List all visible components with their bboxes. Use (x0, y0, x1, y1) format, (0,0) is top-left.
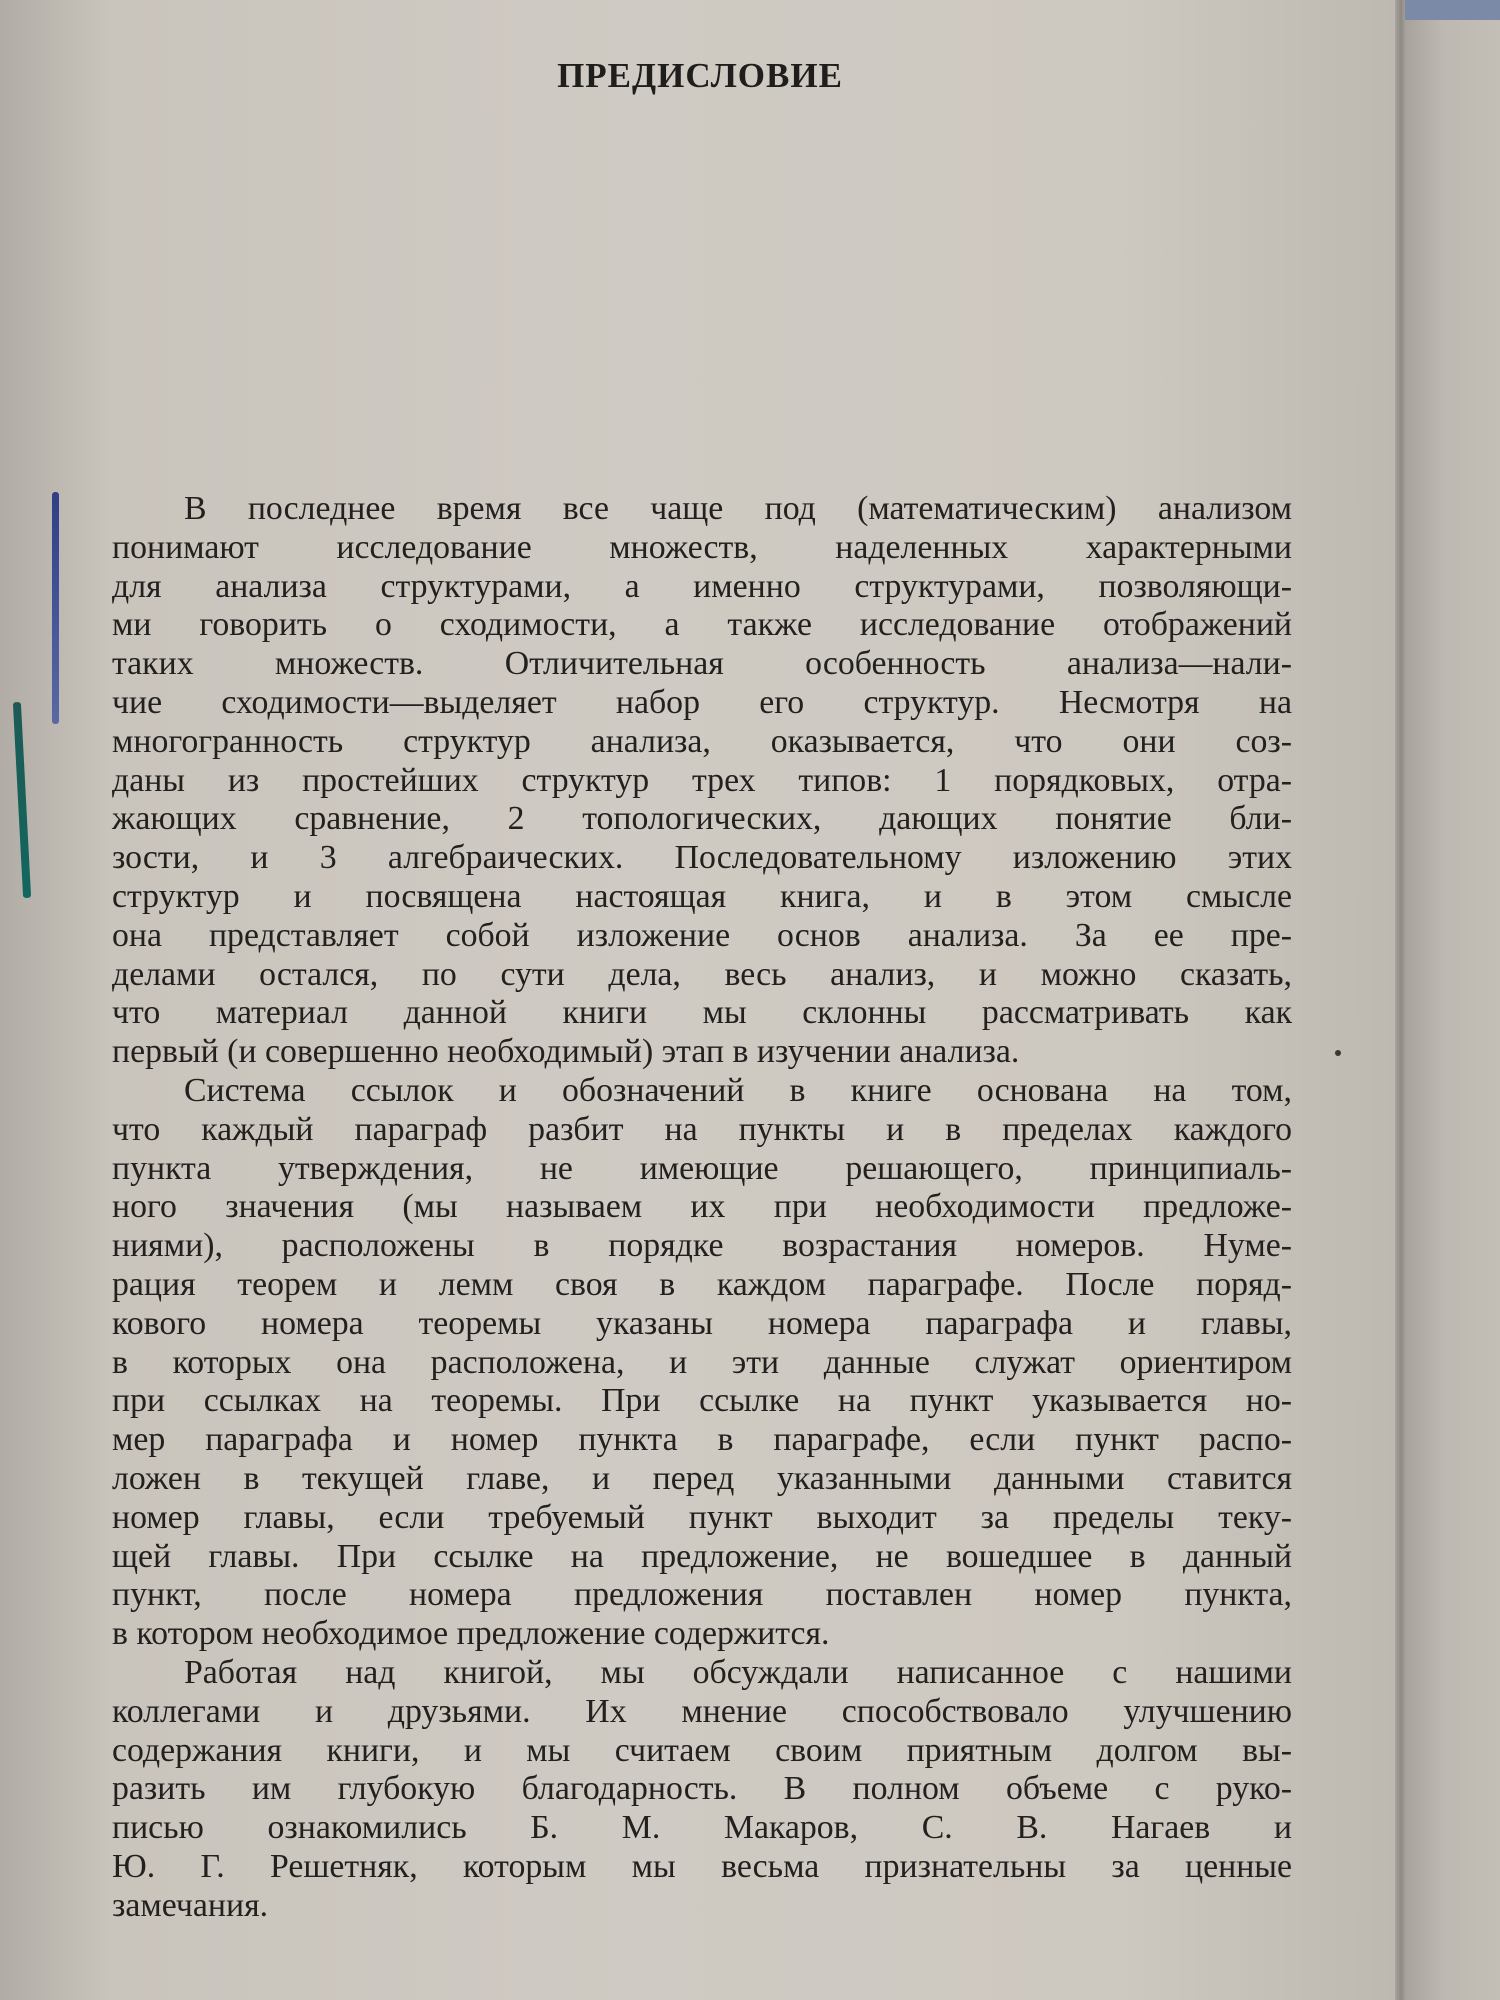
text-line: даны из простейших структур трех типов: 1 порядковых, отра- (112, 761, 1292, 799)
text-line: что материал данной книги мы склонны рассматривать как (112, 994, 1292, 1032)
text-line: разить им глубокую благодарность. В полном объеме с руко- (112, 1770, 1292, 1808)
text-line: ного значения (мы называем их при необходимости предложе- (112, 1188, 1292, 1226)
text-line: при ссылках на теоремы. При ссылке на пункт указывается но- (112, 1382, 1292, 1420)
adjacent-page-edge (1405, 0, 1500, 2000)
text-line: многогранность структур анализа, оказывается, что они соз- (112, 722, 1292, 760)
text-line: кового номера теоремы указаны номера параграфа и главы, (112, 1304, 1292, 1342)
text-line: понимают исследование множеств, наделенных характерными (112, 528, 1292, 566)
text-line: пункт, после номера предложения поставлен номер пункта, (112, 1576, 1292, 1614)
background-fabric (1405, 0, 1500, 20)
text-line: структур и посвящена настоящая книга, и в этом смысле (112, 877, 1292, 915)
text-line: делами остался, по сути дела, весь анализ, и можно сказать, (112, 955, 1292, 993)
text-line: коллегами и друзьями. Их мнение способствовало улучшению (112, 1692, 1292, 1730)
text-line: зости, и 3 алгебраических. Последовательному изложению этих (112, 839, 1292, 877)
blue-pen-margin-mark (52, 492, 59, 724)
text-line: пункта утверждения, не имеющие решающего, принципиаль- (112, 1149, 1292, 1187)
page-title: ПРЕДИСЛОВИЕ (557, 56, 843, 95)
text-line: писью ознакомились Б. М. Макаров, С. В. Нагаев и (112, 1809, 1292, 1847)
green-pen-margin-mark (13, 702, 31, 898)
text-line: ложен в текущей главе, и перед указанными данными ставится (112, 1459, 1292, 1497)
text-line: для анализа структурами, а именно структурами, позволяющи- (112, 567, 1292, 605)
text-line: Работая над книгой, мы обсуждали написанное с нашими (184, 1653, 1292, 1691)
paper-speck (1335, 1050, 1341, 1056)
text-line: первый (и совершенно необходимый) этап в изучении анализа. (112, 1033, 1020, 1071)
text-line: жающих сравнение, 2 топологических, дающих понятие бли- (112, 800, 1292, 838)
text-line: чие сходимости—выделяет набор его структур. Несмотря на (112, 683, 1292, 721)
text-line: что каждый параграф разбит на пункты и в пределах каждого (112, 1110, 1292, 1148)
text-line: в которых она расположена, и эти данные служат ориентиром (112, 1343, 1292, 1381)
text-line: В последнее время все чаще под (математическим) анализом (184, 490, 1292, 527)
preface-text (112, 490, 1292, 1925)
text-line: в котором необходимое предложение содержится. (112, 1615, 830, 1653)
text-line: номер главы, если требуемый пункт выходит за пределы теку- (112, 1498, 1292, 1536)
text-line: щей главы. При ссылке на предложение, не вошедшее в данный (112, 1537, 1292, 1575)
text-line: таких множеств. Отличительная особенность анализа—нали- (112, 645, 1292, 683)
text-line: мер параграфа и номер пункта в параграфе, если пункт распо- (112, 1421, 1292, 1459)
text-line: Ю. Г. Решетняк, которым мы весьма признательны за ценные (112, 1847, 1292, 1885)
text-line: рация теорем и лемм своя в каждом параграфе. После поряд- (112, 1265, 1292, 1303)
text-line: ниями), расположены в порядке возрастания номеров. Нуме- (112, 1227, 1292, 1265)
page-edge-shadow (1395, 0, 1405, 2000)
text-line: она представляет собой изложение основ анализа. За ее пре- (112, 916, 1292, 954)
text-line: замечания. (112, 1886, 269, 1924)
text-line: Система ссылок и обозначений в книге основана на том, (184, 1071, 1292, 1109)
text-line: содержания книги, и мы считаем своим приятным долгом вы- (112, 1731, 1292, 1769)
text-line: ми говорить о сходимости, а также исследование отображений (112, 606, 1292, 644)
